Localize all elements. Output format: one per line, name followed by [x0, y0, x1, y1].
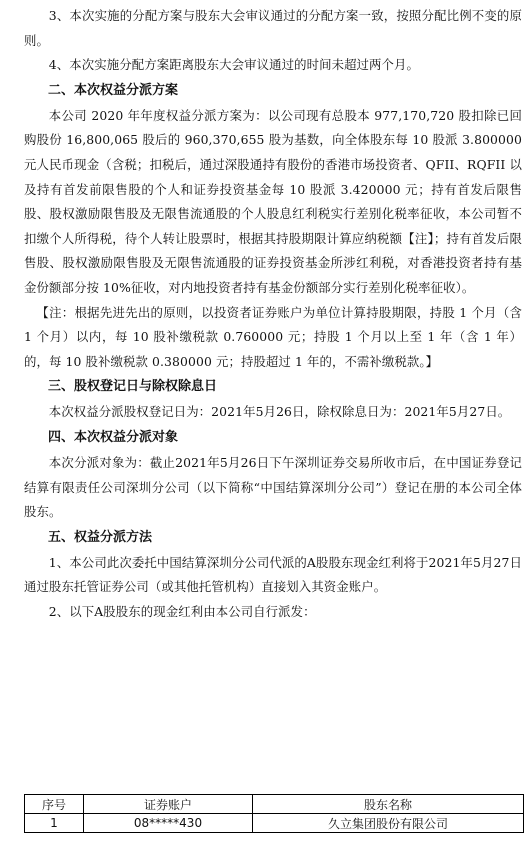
- section-heading-2: 二、本次权益分派方案: [48, 82, 179, 98]
- table-header-row: [25, 795, 524, 814]
- table-cell-holder-name: 久立集团股份有限公司: [253, 814, 524, 833]
- section-heading-5: 五、权益分派方法: [48, 529, 153, 545]
- distribution-plan-paragraph: 本公司 2020 年年度权益分派方案为：以公司现有总股本 977,170,720 股扣除已回购股份 16,800,065 股后的 960,370,655 股为基数，向全体股东每 10 股派 3.800000 元人民币现金（含税；扣税后，通过深股通持有股份的香港市场投资者、QFII、RQFII 以及持有首发前限售股的个人和证券投资基金每 10 股派 3.420000 元；持有首发后限售股、股权激励限售股及无限售流通股的个人股息红利税实行差别化税率征收，本公司暂不扣缴个人所得税，待个人转让股票时，根据其持股期限计算应纳税额【注】；持有首发后限售股、股权激励限售股及无限售流通股的证券投资基金所涉红利税，对香港投资者持有基金份额部分按 10%征收，对内地投资者持有基金份额部分实行差别化税率征收）。: [24, 107, 522, 295]
- table-header-index: 序号: [25, 795, 84, 814]
- table-header-holder-name: 股东名称: [253, 795, 524, 814]
- paragraph-3: 3、本次实施的分配方案与股东大会审议通过的分配方案一致，按照分配比例不变的原则。: [24, 8, 522, 48]
- method-paragraph-2: 2、以下A股股东的现金红利由本公司自行派发：: [48, 603, 316, 619]
- section-heading-3: 三、股权登记日与除权除息日: [48, 379, 218, 395]
- section-heading-4: 四、本次权益分派对象: [48, 429, 179, 445]
- record-dates-paragraph: 本次权益分派股权登记日为：2021年5月26日，除权除息日为：2021年5月27日。: [48, 404, 511, 420]
- paragraph-4: 4、本次实施分配方案距离股东大会审议通过的时间未超过两个月。: [48, 57, 420, 73]
- distribution-target-paragraph: 本次分派对象为：截止2021年5月26日下午深圳证券交易所收市后，在中国证券登记结算有限责任公司深圳分公司（以下简称“中国结算深圳分公司”）登记在册的本公司全体股东。: [24, 454, 522, 520]
- shareholder-table: [24, 794, 524, 833]
- table-header-account: 证券账户: [84, 795, 253, 814]
- table-cell-account: 08*****430: [84, 814, 253, 833]
- tax-note-paragraph: 【注：根据先进先出的原则，以投资者证券账户为单位计算持股期限，持股 1 个月（含 1 个月）以内，每 10 股补缴税款 0.760000 元；持股 1 个月以上至 1 年（含 1 年）的，每 10 股补缴税款 0.380000 元；持股超过 1 年的，不需补缴税款。】: [24, 304, 522, 369]
- table-row: [25, 814, 524, 833]
- table-cell-index: 1: [25, 814, 84, 833]
- method-paragraph-1: 1、本公司此次委托中国结算深圳分公司代派的A股股东现金红利将于2021年5月27日通过股东托管证券公司（或其他托管机构）直接划入其资金账户。: [24, 554, 522, 595]
